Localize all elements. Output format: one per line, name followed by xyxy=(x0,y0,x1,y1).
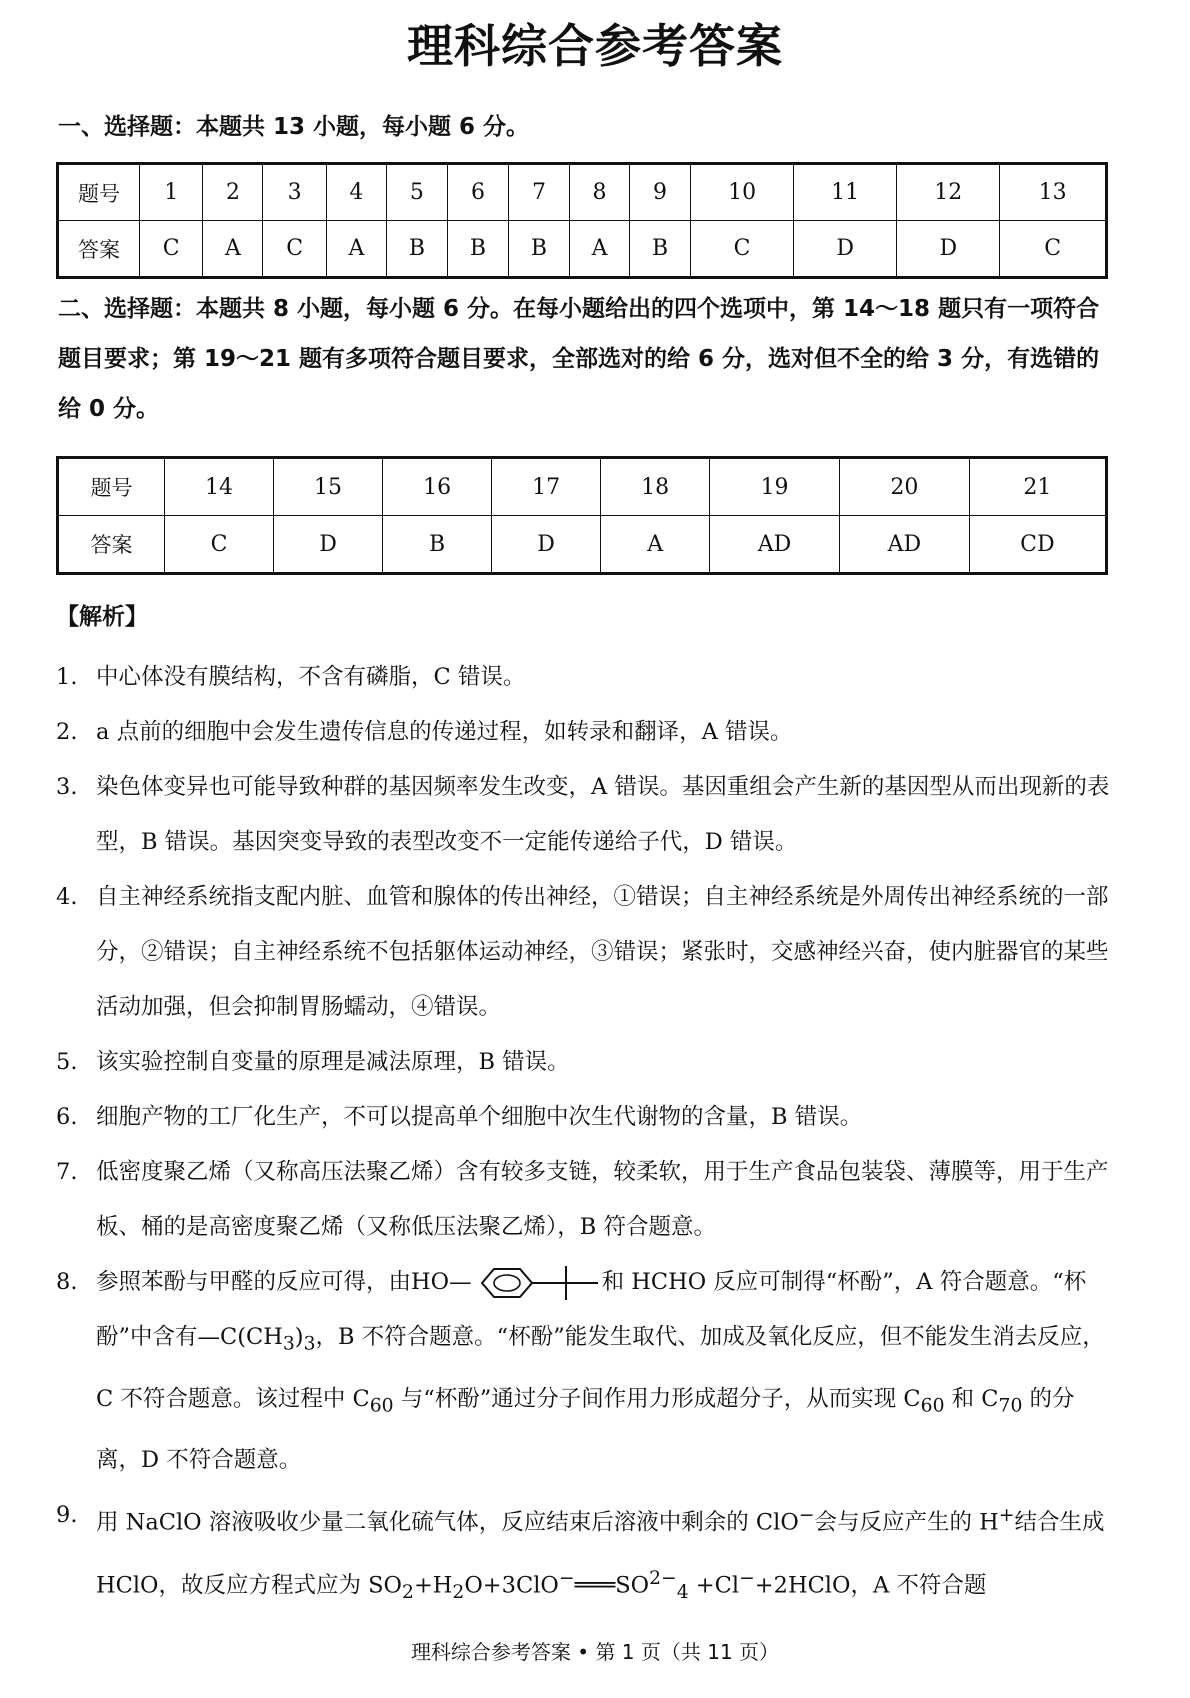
subscript: 2 xyxy=(452,1581,465,1603)
page-footer: 理科综合参考答案 • 第 1 页（共 11 页） xyxy=(410,1640,780,1664)
question-number: 16 xyxy=(383,458,492,516)
question-number: 14 xyxy=(165,458,274,516)
answer-cell: B xyxy=(386,221,447,278)
item-text: 结合生成 HClO，故反应方程式应为 SO xyxy=(96,1509,1105,1598)
item-text: 和 C xyxy=(944,1385,999,1412)
item-number: 6. xyxy=(56,1104,78,1130)
item-text: ，B 不符合题意。“杯酚”能发生取代、加成及氧化反应，但不能发生消去反应，C 不符合题意。该过程中 C xyxy=(96,1324,1105,1412)
section2-answer-table xyxy=(56,456,1108,575)
subscript: 3 xyxy=(303,1333,316,1355)
item-text: 低密度聚乙烯（又称高压法聚乙烯）含有较多支链，较柔软，用于生产食品包装袋、薄膜等，用于生产板、桶的是高密度聚乙烯（又称低压法聚乙烯），B 符合题意。 xyxy=(96,1159,1109,1240)
answer-cell: A xyxy=(326,221,386,278)
equation-arrow: ═══ xyxy=(574,1572,616,1598)
item-text: 中心体没有膜结构，不含有磷脂，C 错误。 xyxy=(96,664,526,690)
answer-cell: AD xyxy=(839,516,969,574)
analysis-title: 【解析】 xyxy=(56,604,148,630)
superscript: − xyxy=(798,1505,815,1526)
answer-row xyxy=(58,516,1107,574)
question-number: 15 xyxy=(274,458,383,516)
item-number: 8. xyxy=(56,1269,78,1295)
list-item xyxy=(56,1090,1116,1145)
superscript: + xyxy=(998,1505,1015,1526)
item-number: 5. xyxy=(56,1049,78,1075)
list-item xyxy=(56,1035,1116,1090)
answer-cell: C xyxy=(263,221,326,278)
item-text: 染色体变异也可能导致种群的基因频率发生改变，A 错误。基因重组会产生新的基因型从而出现新的表型，B 错误。基因突变导致的表型改变不一定能传递给子代，D 错误。 xyxy=(96,774,1110,855)
section1-answer-table xyxy=(56,162,1108,279)
item-text: SO xyxy=(615,1572,650,1598)
subscript: 4 xyxy=(676,1581,689,1603)
subscript: 2 xyxy=(402,1581,414,1603)
subscript: 60 xyxy=(369,1395,394,1416)
answer-cell: A xyxy=(601,516,710,574)
page-title: 理科综合参考答案 xyxy=(407,19,783,73)
answer-cell: C xyxy=(691,221,794,278)
item-text: 会与反应产生的 H xyxy=(814,1509,999,1536)
item-number: 4. xyxy=(56,884,78,910)
question-number: 4 xyxy=(326,164,386,221)
superscript: 2− xyxy=(649,1567,677,1589)
question-number: 12 xyxy=(897,164,1000,221)
answer-cell: AD xyxy=(710,516,840,574)
item-number: 9. xyxy=(56,1502,78,1528)
list-item xyxy=(56,1488,1116,1620)
list-item xyxy=(56,870,1116,1035)
answer-cell: A xyxy=(570,221,630,278)
list-item xyxy=(56,705,1116,760)
question-number: 10 xyxy=(691,164,794,221)
superscript: − xyxy=(558,1567,575,1589)
question-number: 19 xyxy=(710,458,840,516)
list-item xyxy=(56,760,1116,870)
row-label-question: 题号 xyxy=(58,458,165,516)
answer-cell: C xyxy=(165,516,274,574)
question-number: 3 xyxy=(263,164,326,221)
answer-cell: D xyxy=(274,516,383,574)
subscript: 70 xyxy=(998,1395,1023,1416)
item-text: 用 NaClO 溶液吸收少量二氧化硫气体，反应结束后溶液中剩余的 ClO xyxy=(96,1509,799,1536)
item-number: 3. xyxy=(56,774,78,800)
question-number: 18 xyxy=(601,458,710,516)
question-number: 9 xyxy=(630,164,691,221)
answer-cell: D xyxy=(794,221,897,278)
item-text: +2HClO，A 不符合题 xyxy=(754,1572,987,1598)
superscript: − xyxy=(739,1567,755,1589)
answer-cell: B xyxy=(508,221,569,278)
row-label-question: 题号 xyxy=(58,164,140,221)
answer-cell: C xyxy=(1000,221,1107,278)
list-item xyxy=(56,1145,1116,1255)
item-number: 7. xyxy=(56,1159,78,1185)
row-label-answer: 答案 xyxy=(58,516,165,574)
question-number: 2 xyxy=(203,164,263,221)
question-number: 21 xyxy=(969,458,1106,516)
question-number: 20 xyxy=(839,458,969,516)
question-number: 13 xyxy=(1000,164,1107,221)
item-text: 参照苯酚与甲醛的反应可得，由HO— xyxy=(96,1269,472,1295)
item-number: 2. xyxy=(56,719,78,745)
answer-cell: A xyxy=(203,221,263,278)
item-text: a 点前的细胞中会发生遗传信息的传递过程，如转录和翻译，A 错误。 xyxy=(96,719,793,745)
item-text: 细胞产物的工厂化生产，不可以提高单个细胞中次生代谢物的含量，B 错误。 xyxy=(96,1104,863,1130)
answer-cell: D xyxy=(897,221,1000,278)
row-label-answer: 答案 xyxy=(58,221,140,278)
answer-cell: D xyxy=(492,516,601,574)
analysis-list xyxy=(56,650,1116,1620)
answer-cell: B xyxy=(447,221,508,278)
section2-heading: 二、选择题：本题共 8 小题，每小题 6 分。在每小题给出的四个选项中，第 14～18 题只有一项符合题目要求；第 19～21 题有多项符合题目要求，全部选对的给 6 分，选对但不全的给 3 分，有选错的给 0 分。 xyxy=(58,296,1100,422)
answer-cell: C xyxy=(140,221,203,278)
section1-heading: 一、选择题：本题共 13 小题，每小题 6 分。 xyxy=(58,114,530,140)
question-number-row xyxy=(58,458,1107,516)
question-number: 5 xyxy=(386,164,447,221)
item-text: ) xyxy=(294,1324,304,1350)
question-number: 1 xyxy=(140,164,203,221)
item-text: 该实验控制自变量的原理是减法原理，B 错误。 xyxy=(96,1049,570,1075)
item-text: +Cl xyxy=(688,1572,740,1598)
answer-row xyxy=(58,221,1107,278)
subscript: 60 xyxy=(920,1395,945,1416)
phenol-tert-butyl-structure-icon xyxy=(472,1263,602,1303)
item-text: O+3ClO xyxy=(464,1572,559,1598)
list-item xyxy=(56,650,1116,705)
item-number: 1. xyxy=(56,664,78,690)
item-text: 自主神经系统指支配内脏、血管和腺体的传出神经，①错误；自主神经系统是外周传出神经系统的一部分，②错误；自主神经系统不包括躯体运动神经，③错误；紧张时，交感神经兴奋，使内脏器官的某些活动加强，但会抑制胃肠蠕动，④错误。 xyxy=(96,884,1109,1020)
item-text: 和 HCHO 反应可制得“杯酚”，A 符合题意。“杯酚”中含有—C(CH xyxy=(96,1269,1087,1350)
list-item xyxy=(56,1255,1116,1488)
answer-cell: B xyxy=(383,516,492,574)
answer-cell: CD xyxy=(969,516,1106,574)
answer-cell: B xyxy=(630,221,691,278)
item-text: 与“杯酚”通过分子间作用力形成超分子，从而实现 C xyxy=(393,1385,921,1412)
item-text: 的分离，D 不符合题意。 xyxy=(96,1385,1075,1473)
subscript: 3 xyxy=(282,1333,295,1355)
question-number: 8 xyxy=(570,164,630,221)
question-number: 17 xyxy=(492,458,601,516)
item-text: +H xyxy=(413,1572,453,1598)
question-number: 6 xyxy=(447,164,508,221)
question-number: 7 xyxy=(508,164,569,221)
question-number-row xyxy=(58,164,1107,221)
question-number: 11 xyxy=(794,164,897,221)
